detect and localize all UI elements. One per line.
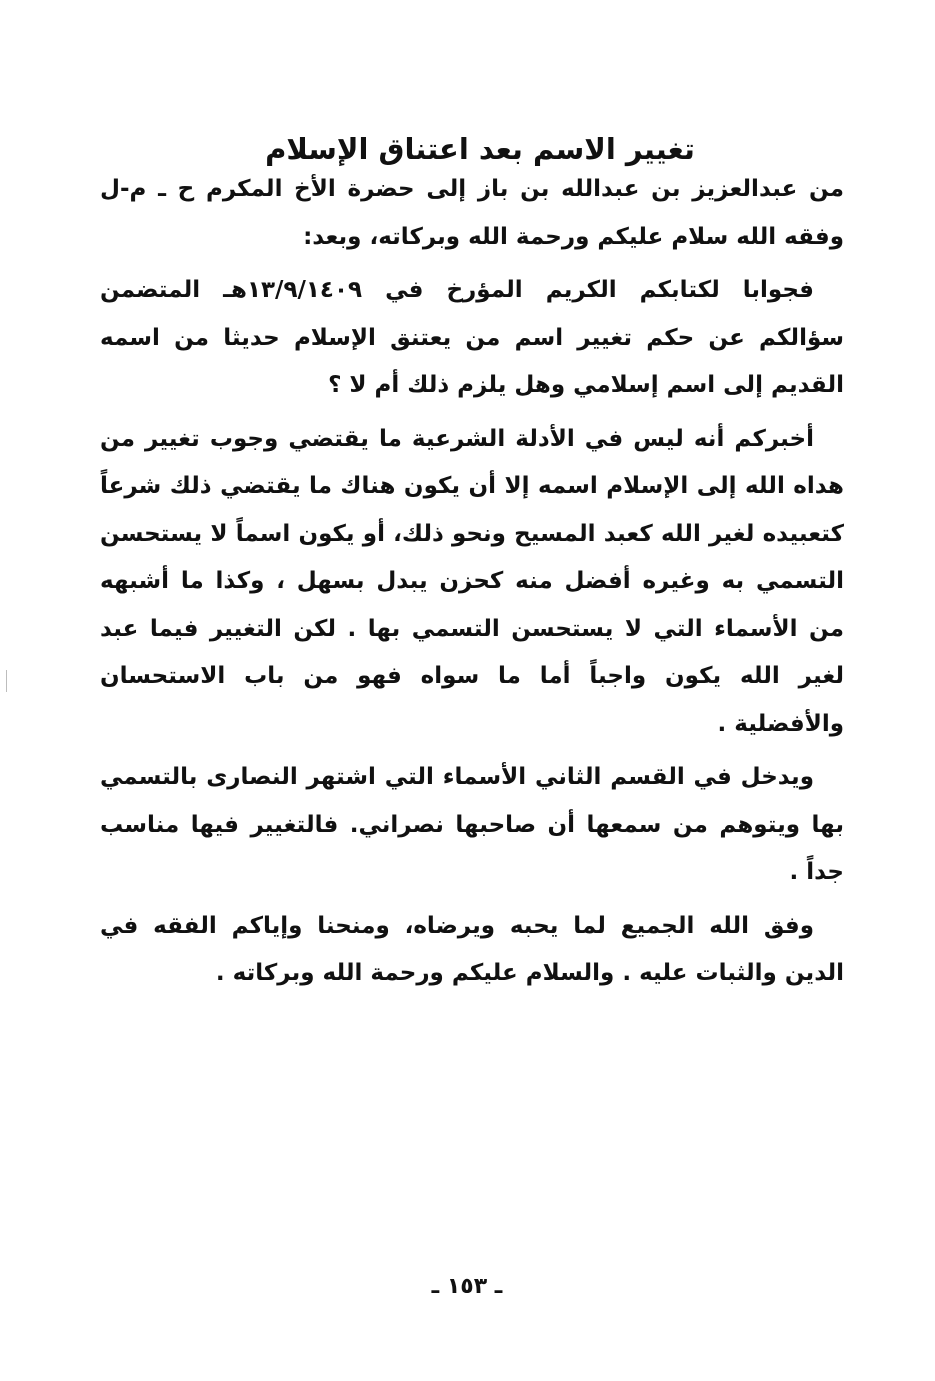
question-paragraph: فجوابا لكتابكم الكريم المؤرخ في ١٣/٩/١٤٠٩هـ المتضمن سؤالكم عن حكم تغيير اسم من يعتنق الإسلام حديثا من اسمه القديم إلى اسم إسلامي وهل يلزم ذلك أم لا ؟ <box>100 277 844 398</box>
greeting-paragraph: من عبدالعزيز بن عبدالله بن باز إلى حضرة الأخ المكرم ح ـ م-ل وفقه الله سلام عليكم ورحمة الله وبركاته، وبعد: <box>100 176 844 250</box>
closing-paragraph: وفق الله الجميع لما يحبه ويرضاه، ومنحنا وإياكم الفقه في الدين والثبات عليه . والسلام عليكم ورحمة الله وبركاته . <box>100 912 844 986</box>
page-number: ـ ١٥٣ ـ <box>431 1274 503 1299</box>
second-category-paragraph: ويدخل في القسم الثاني الأسماء التي اشتهر النصارى بالتسمي بها ويتوهم من سمعها أن صاحبها نصراني. فالتغيير فيها مناسب جداً . <box>100 764 844 885</box>
body-text <box>100 166 844 1004</box>
ruling-paragraph: أخبركم أنه ليس في الأدلة الشرعية ما يقتضي وجوب تغيير من هداه الله إلى الإسلام اسمه إلا أن يكون هناك ما يقتضي ذلك شرعاً كتعبيده لغير الله كعبد المسيح ونحو ذلك، أو يكون اسماً لا يستحسن التسمي به وغيره أفضل منه كحزن يبدل بسهل ، وكذا ما أشبهه من الأسماء التي لا يستحسن التسمي بها . لكن التغيير فيما عبد لغير الله يكون واجباً أما ما سواه فهو من باب الاستحسان والأفضلية . <box>100 425 844 737</box>
page-title: تغيير الاسم بعد اعتناق الإسلام <box>265 132 695 167</box>
scan-margin-mark <box>6 670 7 692</box>
